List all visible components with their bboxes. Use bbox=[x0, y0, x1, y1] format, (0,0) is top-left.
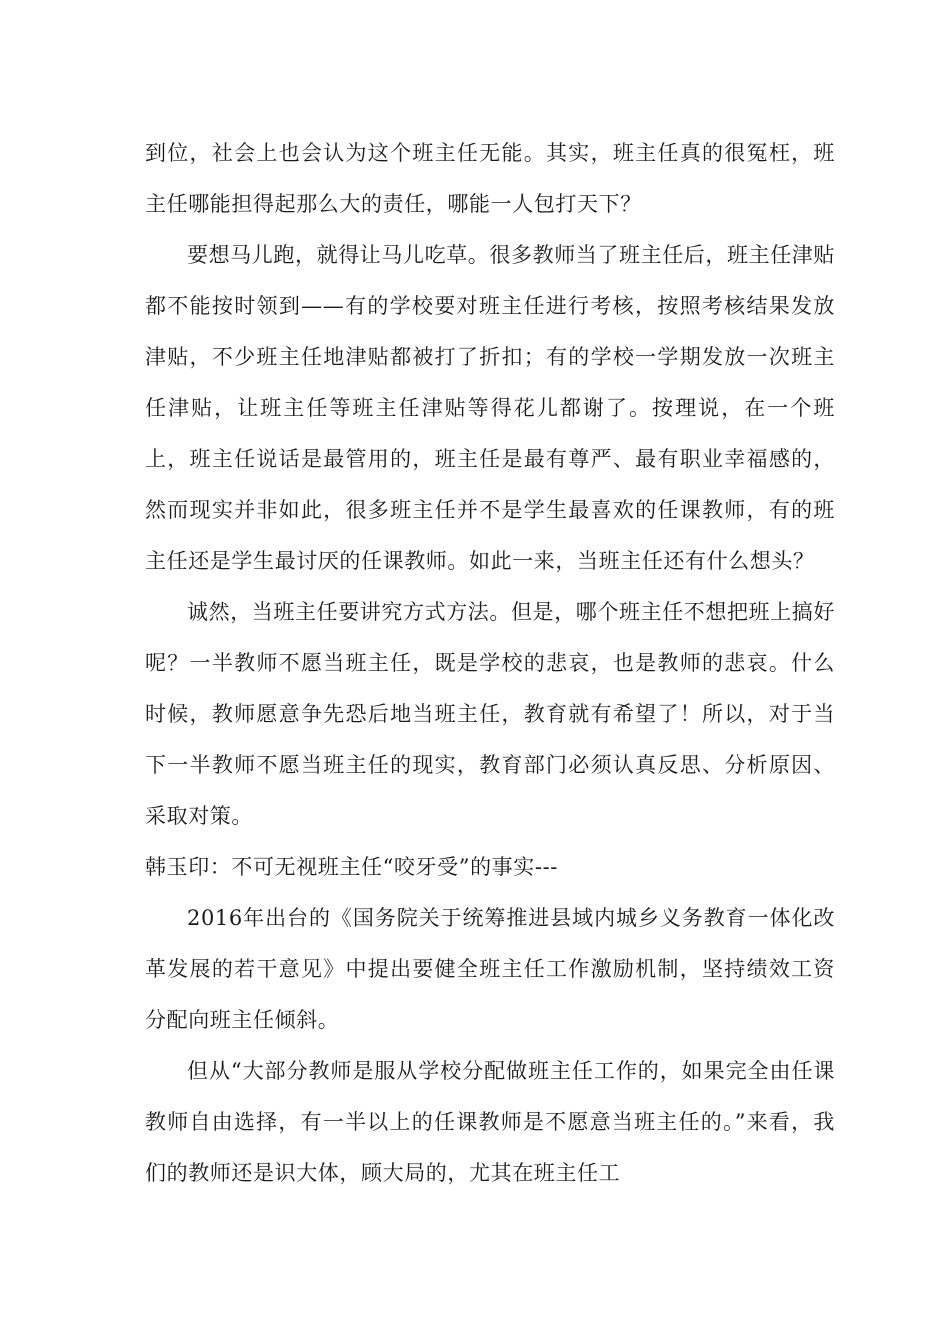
paragraph-continuation: 到位，社会上也会认为这个班主任无能。其实，班主任真的很冤枉，班主任哪能担得起那么大的责任，哪能一人包打天下？ bbox=[145, 141, 835, 216]
paragraph-allowance: 要想马儿跑，就得让马儿吃草。很多教师当了班主任后，班主任津贴都不能按时领到——有的学校要对班主任进行考核，按照考核结果发放津贴，不少班主任地津贴都被打了折扣；有的学校一学期发放一次班主任津贴，让班主任等班主任津贴等得花儿都谢了。按理说，在一个班上，班主任说话是最管用的，班主任是最有尊严、最有职业幸福感的，然而现实并非如此，很多班主任并不是学生最喜欢的任课教师，有的班主任还是学生最讨厌的任课教师。如此一来，当班主任还有什么想头？ bbox=[145, 243, 835, 573]
paragraph-policy: 2016年出台的《国务院关于统筹推进县域内城乡义务教育一体化改革发展的若干意见》中提出要健全班主任工作激励机制，坚持绩效工资分配向班主任倾斜。 bbox=[145, 906, 835, 1032]
paragraph-reflection: 诚然，当班主任要讲究方式方法。但是，哪个班主任不想把班上搞好呢？一半教师不愿当班主任，既是学校的悲哀，也是教师的悲哀。什么时候，教师愿意争先恐后地当班主任，教育就有希望了！所以，对于当下一半教师不愿当班主任的现实，教育部门必须认真反思、分析原因、采取对策。 bbox=[145, 600, 835, 828]
body-text bbox=[145, 128, 835, 1199]
paragraph-teachers: 但从“大部分教师是服从学校分配做班主任工作的，如果完全由任课教师自由选择，有一半以上的任课教师是不愿意当班主任的。”来看，我们的教师还是识大体，顾大局的，尤其在班主任工 bbox=[145, 1059, 835, 1185]
section-heading: 韩玉印：不可无视班主任“咬牙受”的事实--- bbox=[145, 855, 558, 879]
